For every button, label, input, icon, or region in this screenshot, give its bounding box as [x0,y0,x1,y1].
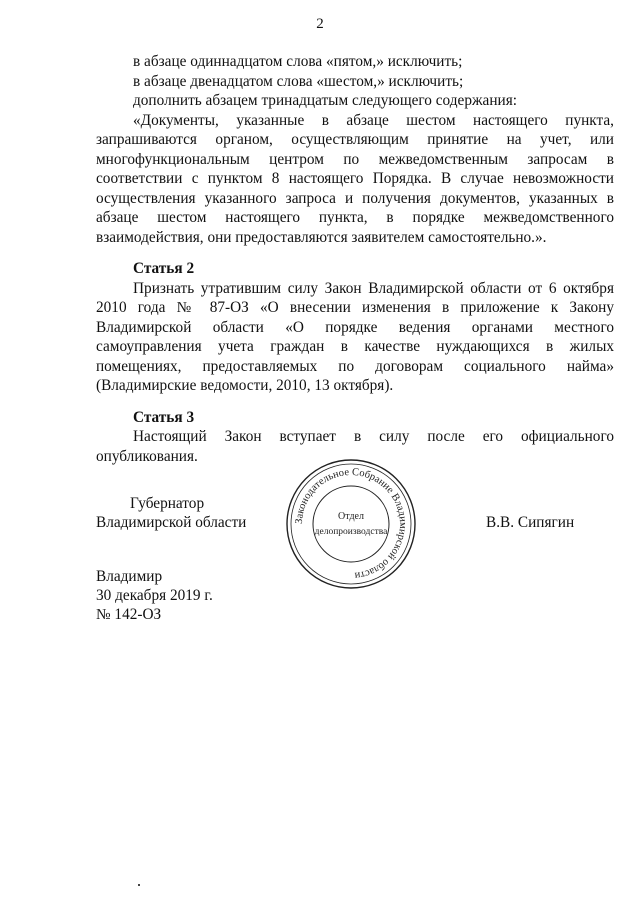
page-number: 2 [316,16,324,32]
article-2-heading: Статья 2 [133,260,195,277]
paragraph-3: дополнить абзацем тринадцатым следующего содержания: [133,92,517,109]
paragraph-4: «Документы, указанные в абзаце шестом настоящего пункта, запрашиваются органом, осуществляющим принятие на учет, или многофункциональным центром по межведомственным запросам в соответствии с пунктом 8 настоящего Порядка. В случае невозможности осуществления указанного запроса и получения документов, указанных в абзаце шестом настоящего пункта, в порядке межведомственного взаимодействия, они предоставляются заявителем самостоятельно.». [96,111,614,246]
article-2-text: Признать утратившим силу Закон Владимирской области от 6 октября 2010 года № 87-ОЗ «О внесении изменения в приложение к Закону Владимирской области «О порядке ведения органами местного самоуправления учета граждан в качестве нуждающихся в жилых помещениях, предоставляемых по договорам социального найма» (Владимирские ведомости, 2010, 13 октября). [96,279,614,394]
paragraph-1: в абзаце одиннадцатом слова «пятом,» исключить; [133,53,463,70]
paragraph-2: в абзаце двенадцатом слова «шестом,» исключить; [133,72,464,90]
article-3-text: Настоящий Закон вступает в силу после его официального опубликования. [96,428,614,465]
signature-name: В.В. Сипягин [486,514,575,531]
scan-dot [138,884,140,886]
document-body [96,52,614,466]
place-city: Владимир [96,568,163,585]
seal-center-line2: делопроизводства [314,527,388,537]
signature-title-line2: Владимирской области [96,514,247,531]
law-number: № 142-ОЗ [96,606,162,623]
place-date: 30 декабря 2019 г. [96,587,213,604]
article-3-heading: Статья 3 [133,408,195,426]
seal-ring-text: Законодательное Собрание Владимирской области [293,466,409,581]
official-seal [284,457,418,591]
signature-title-line1: Губернатор [130,495,205,512]
seal-center-line1: Отдел [338,511,364,522]
